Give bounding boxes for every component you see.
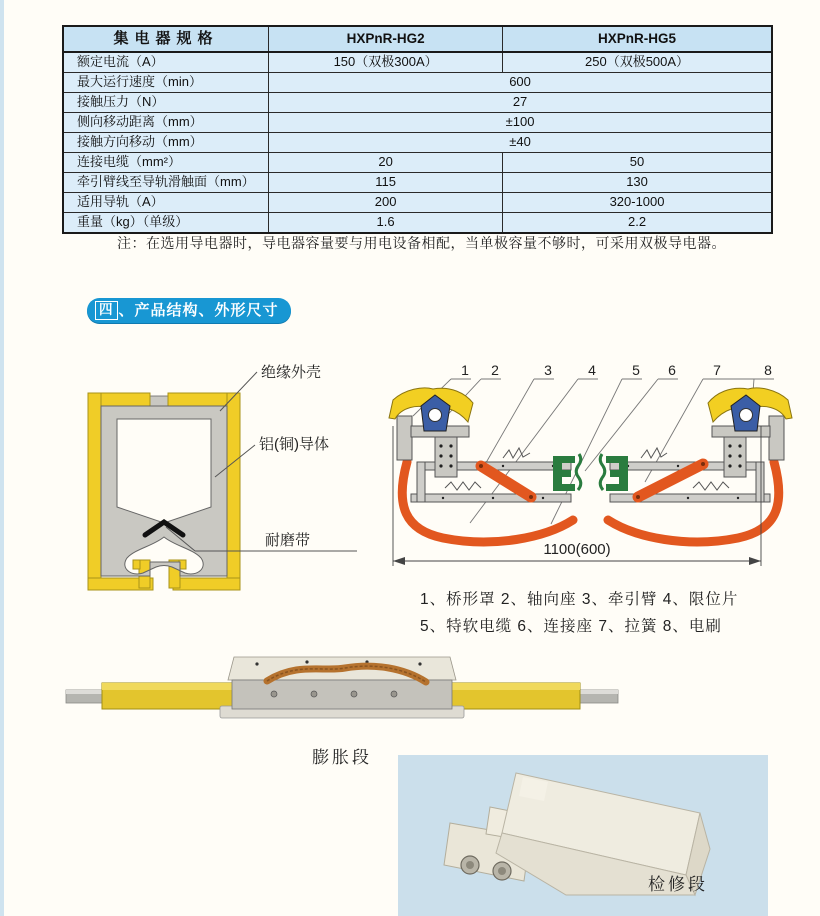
row-value: 150（双极300A） xyxy=(269,52,503,73)
spec-table xyxy=(62,25,773,234)
table-row xyxy=(63,153,772,173)
dim-arrow-right xyxy=(749,557,761,565)
connector-seats xyxy=(553,454,628,491)
row-label: 接触方向移动（mm） xyxy=(63,133,269,153)
table-row xyxy=(63,133,772,153)
row-label: 接触压力（N） xyxy=(63,93,269,113)
table-title: 集电器规格 xyxy=(63,26,269,52)
expansion-section-photo xyxy=(62,650,622,736)
section-title: 、产品结构、外形尺寸 xyxy=(118,302,279,319)
inspection-caption: 检修段 xyxy=(648,875,708,894)
model-header-hg5: HXPnR-HG5 xyxy=(503,26,772,52)
expansion-joint-housing xyxy=(220,657,464,718)
dimension-label: 1100(600) xyxy=(543,541,611,558)
row-value: 50 xyxy=(503,153,772,173)
row-label: 适用导轨（A） xyxy=(63,193,269,213)
expansion-caption: 膨胀段 xyxy=(312,748,372,767)
page-edge-strip xyxy=(0,0,4,916)
table-row xyxy=(63,113,772,133)
svg-text:3: 3 xyxy=(544,362,552,378)
svg-text:2: 2 xyxy=(491,362,499,378)
table-row xyxy=(63,52,772,73)
row-label: 连接电缆（mm²） xyxy=(63,153,269,173)
dim-arrow-left xyxy=(393,557,405,565)
model-header-hg2: HXPnR-HG2 xyxy=(269,26,503,52)
row-value: 320-1000 xyxy=(503,193,772,213)
wear-strip-label: 耐磨带 xyxy=(265,532,311,549)
shell-label: 绝缘外壳 xyxy=(261,364,322,381)
expansion-section-figure xyxy=(62,650,622,768)
row-value: ±100 xyxy=(269,113,772,133)
collector-assembly-diagram xyxy=(383,358,798,586)
row-label: 重量（kg）（单级） xyxy=(63,213,269,234)
row-label: 侧向移动距离（mm） xyxy=(63,113,269,133)
svg-text:1: 1 xyxy=(461,362,469,378)
part-numbers xyxy=(461,362,772,378)
row-value: ±40 xyxy=(269,133,772,153)
row-value: 130 xyxy=(503,173,772,193)
rail-cross-section-diagram xyxy=(65,355,365,617)
section-number: 四 xyxy=(95,301,118,320)
legend-line-1: 1、桥形罩 2、轴向座 3、牵引臂 4、限位片 xyxy=(420,591,739,608)
selection-note: 注：在选用导电器时，导电器容量要与用电设备相配，当单极容量不够时，可采用双极导电器。 xyxy=(117,235,726,251)
conductor-label: 铝(铜)导体 xyxy=(259,436,329,453)
legend-line-2: 5、特软电缆 6、连接座 7、拉簧 8、电刷 xyxy=(420,618,722,635)
svg-text:6: 6 xyxy=(668,362,676,378)
table-row xyxy=(63,73,772,93)
svg-text:8: 8 xyxy=(764,362,772,378)
table-row xyxy=(63,193,772,213)
row-value: 2.2 xyxy=(503,213,772,234)
row-value: 20 xyxy=(269,153,503,173)
svg-text:4: 4 xyxy=(588,362,596,378)
table-row xyxy=(63,173,772,193)
svg-text:5: 5 xyxy=(632,362,640,378)
row-value: 600 xyxy=(269,73,772,93)
link-bars xyxy=(411,462,770,502)
section-header xyxy=(87,298,291,323)
row-label: 最大运行速度（min） xyxy=(63,73,269,93)
table-row xyxy=(63,213,772,234)
row-value: 250（双极500A） xyxy=(503,52,772,73)
row-label: 牵引臂线至导轨滑触面（mm） xyxy=(63,173,269,193)
row-value: 115 xyxy=(269,173,503,193)
table-row xyxy=(63,93,772,113)
table-header-row xyxy=(63,26,772,52)
inspection-section-photo xyxy=(398,755,768,916)
row-label: 额定电流（A） xyxy=(63,52,269,73)
parts-legend xyxy=(420,586,738,640)
svg-text:7: 7 xyxy=(713,362,721,378)
row-value: 200 xyxy=(269,193,503,213)
row-value: 1.6 xyxy=(269,213,503,234)
row-value: 27 xyxy=(269,93,772,113)
